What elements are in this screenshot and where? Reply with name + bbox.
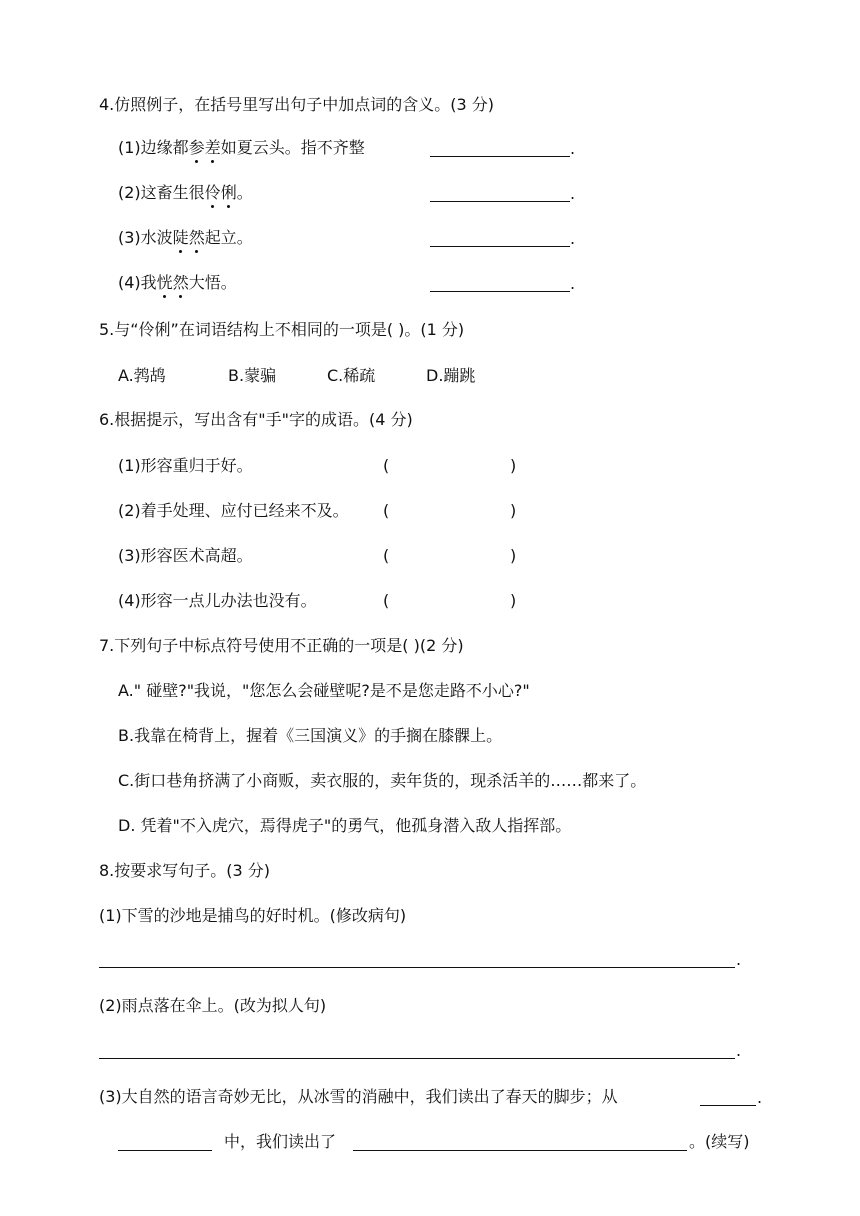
- q6-open-paren-3: (: [383, 546, 390, 565]
- q4-end-mark-3: .: [570, 229, 576, 248]
- q6-close-paren-1: ): [510, 456, 517, 475]
- q4-item-2-pre: (2)这畜生很: [118, 183, 205, 202]
- q4-item-3-dotted: [173, 228, 205, 247]
- dotted-char: 然: [188, 228, 205, 247]
- q4-item-3: [118, 227, 253, 249]
- q7-option-c[interactable]: C.街口巷角挤满了小商贩，卖衣服的，卖年货的，现杀活羊的……都来了。: [118, 771, 647, 790]
- q4-item-3-post: 起立。: [204, 228, 253, 247]
- q4-item-1-pre: (1)边缘都: [118, 138, 189, 157]
- dotted-char: 差: [204, 138, 221, 157]
- q4-item-2-dotted: [205, 183, 237, 202]
- q6-close-paren-3: ): [510, 546, 517, 565]
- dotted-char: 陡: [172, 228, 189, 247]
- q4-item-1-post: 如夏云头。指不齐整: [220, 138, 365, 157]
- q6-open-paren-4: (: [383, 591, 390, 610]
- q8-blank-3c[interactable]: [353, 1150, 687, 1151]
- q4-end-mark-2: .: [570, 184, 576, 203]
- q5-title: 5.与“伶俐”在词语结构上不相同的一项是( )。(1 分): [99, 320, 465, 339]
- q4-item-2: [118, 182, 253, 204]
- q8-sentence-3: (3)大自然的语言奇妙无比，从冰雪的消融中，我们读出了春天的脚步；从: [99, 1087, 618, 1106]
- q5-option-d[interactable]: D.蹦跳: [426, 366, 476, 385]
- q6-item-3: (3)形容医术高超。: [118, 546, 253, 565]
- q4-item-1: [118, 137, 365, 159]
- q4-item-4-post: 大悟。: [188, 273, 237, 292]
- q7-title: 7.下列句子中标点符号使用不正确的一项是( )(2 分): [99, 636, 464, 655]
- q4-item-2-post: 。: [236, 183, 253, 202]
- q8-sentence-3-end: 。(续写): [689, 1132, 750, 1151]
- q8-end-mark-1: .: [736, 950, 742, 969]
- q8-sentence-1: (1)下雪的沙地是捕鸟的好时机。(修改病句): [99, 906, 407, 925]
- dotted-char: 参: [188, 138, 205, 157]
- q6-title: 6.根据提示，写出含有"手"字的成语。(4 分): [99, 410, 413, 429]
- dotted-char: 然: [172, 273, 189, 292]
- q6-open-paren-2: (: [383, 501, 390, 520]
- q6-open-paren-1: (: [383, 456, 390, 475]
- q6-item-1: (1)形容重归于好。: [118, 456, 253, 475]
- q4-answer-blank-4[interactable]: [430, 291, 570, 292]
- q6-close-paren-4: ): [510, 591, 517, 610]
- dotted-char: 俐: [220, 183, 237, 202]
- q7-option-b[interactable]: B.我靠在椅背上，握着《三国演义》的手搁在膝髁上。: [118, 726, 503, 745]
- q4-answer-blank-1[interactable]: [430, 156, 570, 157]
- dotted-char: 恍: [156, 273, 173, 292]
- q7-option-a[interactable]: A." 碰壁?"我说，"您怎么会碰壁呢?是不是您走路不小心?": [118, 681, 530, 700]
- q4-item-3-pre: (3)水波: [118, 228, 173, 247]
- q4-item-4-pre: (4)我: [118, 273, 157, 292]
- q8-answer-line-2[interactable]: [99, 1058, 735, 1059]
- q8-sentence-2: (2)雨点落在伞上。(改为拟人句): [99, 996, 327, 1015]
- q6-item-4: (4)形容一点儿办法也没有。: [118, 591, 317, 610]
- q4-answer-blank-2[interactable]: [430, 201, 570, 202]
- q5-option-a[interactable]: A.鹁鸪: [118, 366, 166, 385]
- q8-sentence-3-mid: 中，我们读出了: [224, 1132, 337, 1151]
- q8-blank-3a[interactable]: [700, 1105, 756, 1106]
- q5-option-b[interactable]: B.蒙骗: [228, 366, 277, 385]
- q8-title: 8.按要求写句子。(3 分): [99, 861, 271, 880]
- q6-close-paren-2: ): [510, 501, 517, 520]
- q4-item-4-dotted: [157, 273, 189, 292]
- q4-item-4: [118, 272, 237, 294]
- q4-title: 4.仿照例子，在括号里写出句子中加点词的含义。(3 分): [99, 95, 495, 114]
- q7-option-d[interactable]: D. 凭着"不入虎穴，焉得虎子"的勇气，他孤身潜入敌人指挥部。: [118, 816, 572, 835]
- q8-blank-3b[interactable]: [118, 1150, 212, 1151]
- q5-option-c[interactable]: C.稀疏: [327, 366, 376, 385]
- q8-end-mark-3: .: [757, 1088, 763, 1107]
- q8-answer-line-1[interactable]: [99, 967, 735, 968]
- q4-answer-blank-3[interactable]: [430, 246, 570, 247]
- q6-item-2: (2)着手处理、应付已经来不及。: [118, 501, 349, 520]
- q4-end-mark-1: .: [570, 139, 576, 158]
- q8-end-mark-2: .: [736, 1041, 742, 1060]
- q4-item-1-dotted: [189, 138, 221, 157]
- q4-end-mark-4: .: [570, 274, 576, 293]
- dotted-char: 伶: [204, 183, 221, 202]
